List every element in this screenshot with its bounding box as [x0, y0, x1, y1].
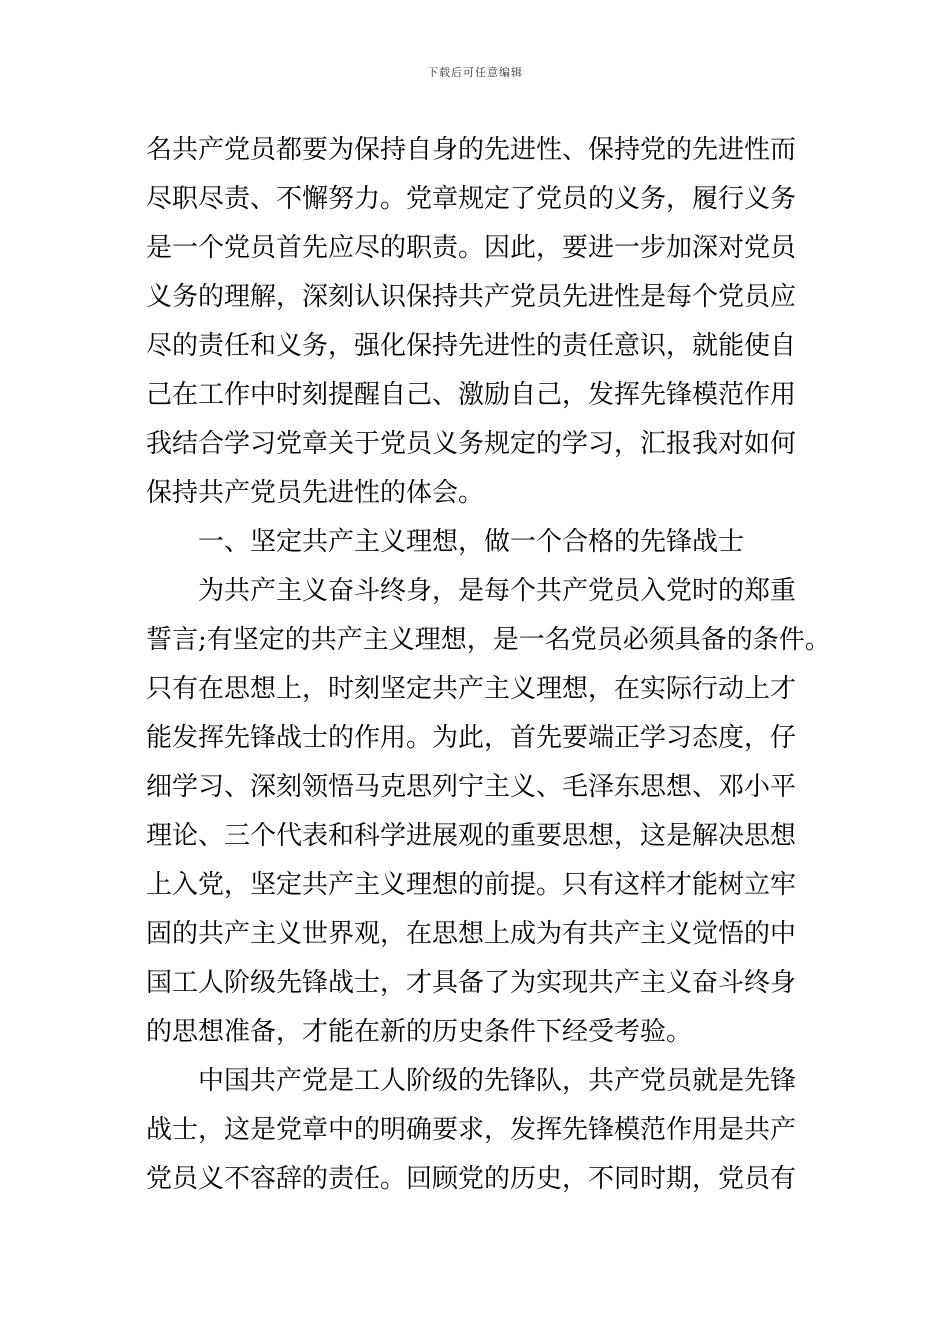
text-line: 义务的理解，深刻认识保持共产党员先进性是每个党员应 — [146, 282, 797, 312]
document-body — [146, 126, 831, 1204]
text-line: 党员义不容辞的责任。回顾党的历史，不同时期，党员有 — [146, 1164, 797, 1194]
text-line: 保持共产党员先进性的体会。 — [146, 478, 485, 508]
text-line: 尽的责任和义务，强化保持先进性的责任意识，就能使自 — [146, 331, 797, 361]
text-line: 国工人阶级先锋战士，才具备了为实现共产主义奋斗终身 — [146, 968, 797, 998]
text-line: 能发挥先锋战士的作用。为此，首先要端正学习态度，仔 — [146, 723, 797, 753]
page-header: 下载后可任意编辑 — [427, 66, 523, 79]
text-line: 固的共产主义世界观，在思想上成为有共产主义觉悟的中 — [146, 919, 797, 949]
paragraph-3 — [146, 1057, 816, 1204]
text-line: 我结合学习党章关于党员义务规定的学习，汇报我对如何 — [146, 429, 797, 459]
text-line: 为共产主义奋斗终身，是每个共产党员入党时的郑重 — [198, 576, 797, 606]
text-line: 上入党，坚定共产主义理想的前提。只有这样才能树立牢 — [146, 870, 797, 900]
text-line: 是一个党员首先应尽的职责。因此，要进一步加深对党员 — [146, 233, 797, 263]
text-line: 己在工作中时刻提醒自己、激励自己，发挥先锋模范作用 — [146, 380, 797, 410]
text-line: 细学习、深刻领悟马克思列宁主义、毛泽东思想、邓小平 — [146, 772, 797, 802]
paragraph-1 — [146, 126, 816, 518]
text-line: 中国共产党是工人阶级的先锋队，共产党员就是先锋 — [198, 1066, 797, 1096]
text-line: 名共产党员都要为保持自身的先进性、保持党的先进性而 — [146, 135, 797, 165]
section-heading — [146, 518, 816, 567]
text-line: 理论、三个代表和科学进展观的重要思想，这是解决思想 — [146, 821, 797, 851]
text-line: 誓言;有坚定的共产主义理想，是一名党员必须具备的条件。 — [146, 625, 831, 655]
text-line: 的思想准备，才能在新的历史条件下经受考验。 — [146, 1017, 693, 1047]
heading-line: 一、坚定共产主义理想，做一个合格的先锋战士 — [198, 527, 745, 557]
text-line: 只有在思想上，时刻坚定共产主义理想，在实际行动上才 — [146, 674, 797, 704]
text-line: 战士，这是党章中的明确要求，发挥先锋模范作用是共产 — [146, 1115, 797, 1145]
text-line: 尽职尽责、不懈努力。党章规定了党员的义务，履行义务 — [146, 184, 797, 214]
paragraph-2 — [146, 567, 831, 1057]
